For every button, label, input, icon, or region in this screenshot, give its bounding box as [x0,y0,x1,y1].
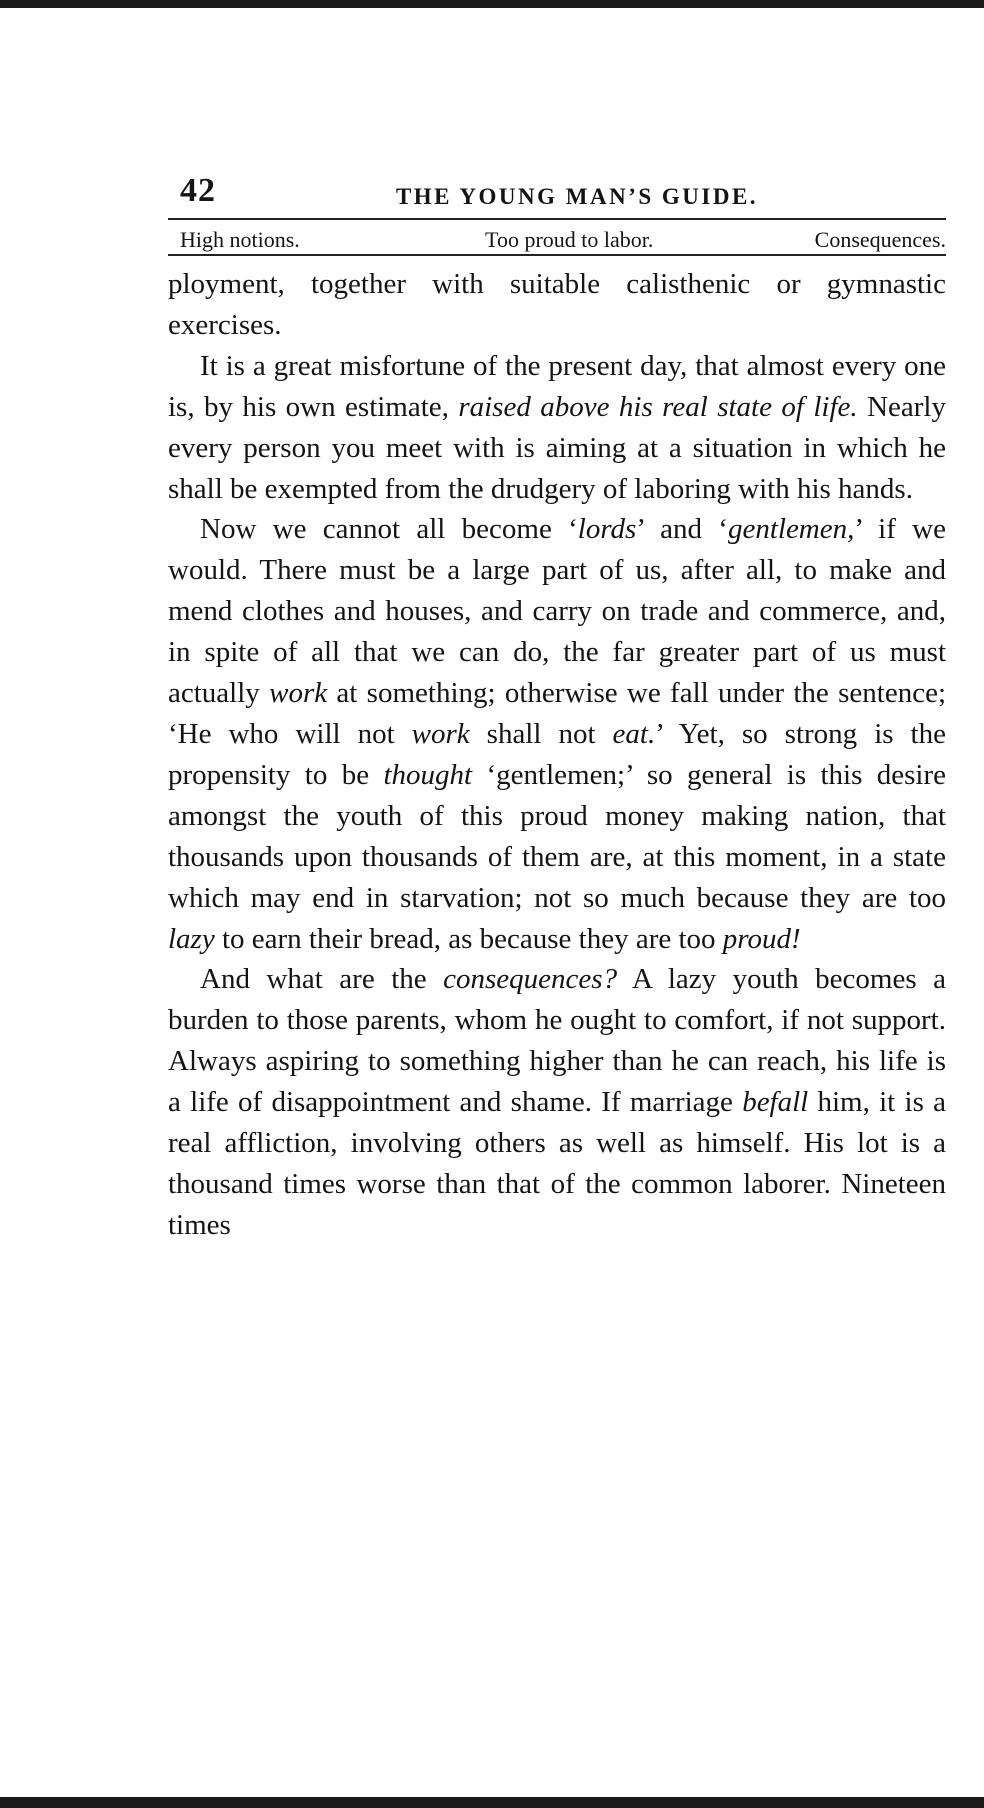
topic-headings [168,220,946,254]
page-number: 42 [180,172,216,209]
italic-run: consequences? [443,963,618,996]
paragraph-3 [168,509,946,959]
scan-edge-bottom [0,1797,984,1808]
paragraph-2 [168,346,946,510]
text-run: Now we cannot all become ‘ [200,513,578,546]
text-run: shall not [469,717,613,750]
text-run: Nearly every person you meet with is aiming at a situation in which he shall be exempted from the drudgery of laboring with his hands. [168,390,946,505]
text-run: And what are the [200,963,444,996]
topic-right: Consequences. [814,227,946,252]
italic-run: gentlemen, [727,513,855,546]
scan-edge-top [0,0,984,8]
italic-run: raised above his real state of life. [458,390,858,423]
text-run: at something; otherwise we fall under the sentence; ‘He who will not [168,677,946,750]
topic-left: High notions. [180,227,300,252]
running-title: THE YOUNG MAN’S GUIDE. [395,184,759,209]
text-run: him, it is a real affliction, involving others as well as himself. His lot is a thousand times worse than that of the common laborer. Nineteen times [168,1086,946,1241]
text-run: to earn their bread, as because they are too [214,922,723,955]
text-run: It is a great misfortune of the present day, that almost every one is, by his own estimate, [168,349,946,423]
text-run: ’ if we would. There must be a large part of us, after all, to make and mend clothes and houses, and carry on trade and commerce, and, in spite of all that we can do, the far greater part of us must actually [168,513,946,710]
italic-run: proud! [722,922,801,955]
text-run: ’ and ‘ [636,513,728,546]
topic-center: Too proud to labor. [485,227,654,252]
paragraph-1: ployment, together with suitable calisthenic or gymnastic exercises. [168,268,946,341]
paragraph-4 [168,959,946,1245]
italic-run: lazy [168,922,215,955]
italic-run: lords [577,513,637,546]
text-run: ’ Yet, so strong is the propensity to be [168,717,946,791]
text-run: ‘gentlemen;’ so general is this desire amongst the youth of this proud money making nation, that thousands upon thousands of them are, at this moment, in a state which may end in starvation; not so much because they are too [168,758,947,914]
book-page [168,168,946,1246]
italic-run: befall [742,1086,809,1119]
body-text [168,264,946,1246]
running-head [168,168,946,218]
header-rule-bottom [168,254,946,256]
text-run: A lazy youth becomes a burden to those parents, whom he ought to comfort, if not support. Always aspiring to something higher than he can reach, his life is a life of disappointment and shame. If marriage [168,963,946,1119]
italic-run: work [411,717,470,750]
italic-run: thought [383,758,473,791]
italic-run: eat. [612,717,656,750]
italic-run: work [269,677,328,710]
